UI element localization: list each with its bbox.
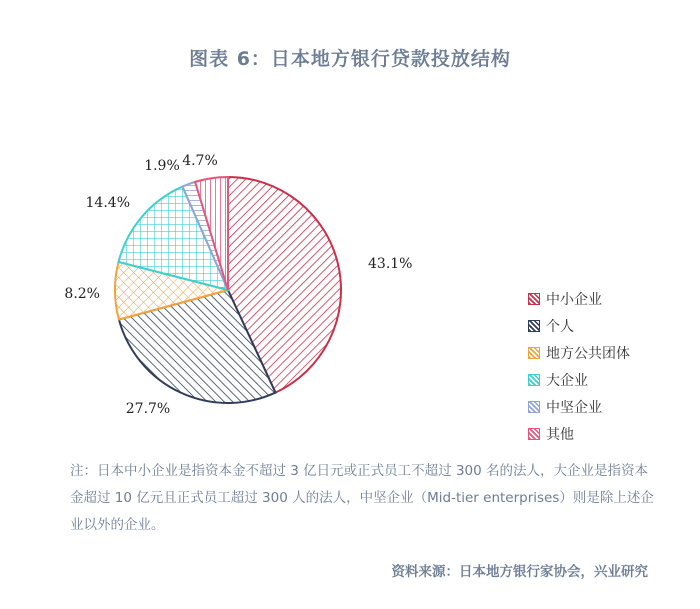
legend-swatch: [528, 320, 540, 332]
legend-label: 其他: [546, 426, 574, 443]
legend-label: 大企业: [546, 372, 588, 389]
legend-swatch: [528, 347, 540, 359]
legend-item: [528, 339, 630, 366]
legend-label: 个人: [546, 318, 574, 335]
slice-label: 43.1%: [368, 256, 413, 272]
legend-swatch: [528, 401, 540, 413]
slice-label: 1.9%: [144, 158, 180, 174]
chart-title: 图表 6：日本地方银行贷款投放结构: [189, 48, 511, 70]
legend-swatch: [528, 428, 540, 440]
chart-legend: [528, 285, 630, 447]
legend-swatch: [528, 293, 540, 305]
slice-label: 14.4%: [85, 195, 130, 211]
legend-item: [528, 366, 630, 393]
legend-item: [528, 312, 630, 339]
legend-item: [528, 285, 630, 312]
legend-label: 中坚企业: [546, 399, 602, 416]
slice-label: 4.7%: [182, 153, 218, 169]
legend-label: 地方公共团体: [546, 345, 630, 362]
chart-source: 资料来源：日本地方银行家协会，兴业研究: [391, 564, 648, 580]
legend-item: [528, 393, 630, 420]
slice-label: 8.2%: [64, 286, 100, 302]
legend-swatch: [528, 374, 540, 386]
slice-label: 27.7%: [125, 401, 171, 417]
legend-label: 中小企业: [546, 291, 602, 308]
legend-item: [528, 420, 630, 447]
chart-note: 注：日本中小企业是指资本金不超过 3 亿日元或正式员工不超过 300 名的法人，大企业是指资本金超过 10 亿元且正式员工超过 300 人的法人，中坚企业（Mid-tier enterprises）则是除上述企业以外的企业。: [70, 463, 654, 533]
